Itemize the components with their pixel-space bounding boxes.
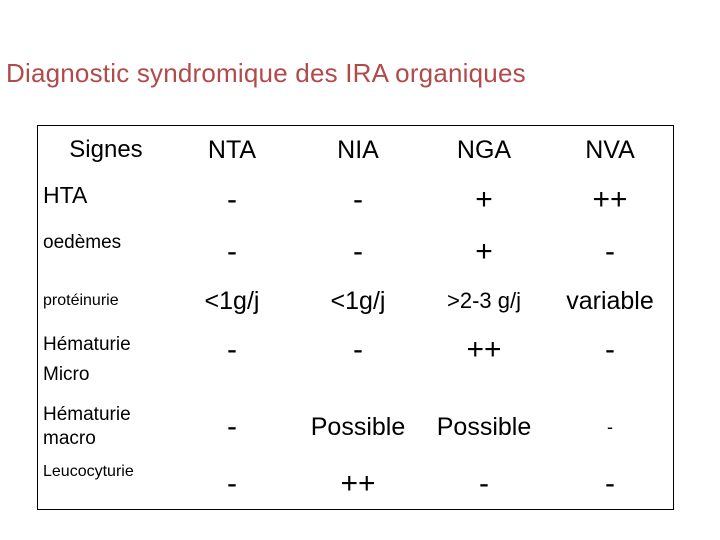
cell-value: -	[353, 183, 363, 216]
header-signes: Signes	[69, 136, 143, 163]
cell-value: -	[605, 333, 615, 366]
cell-value: <1g/j	[204, 286, 260, 315]
cell-value: -	[479, 466, 489, 500]
cell-value: -	[227, 333, 237, 366]
cell-value: -	[227, 466, 237, 500]
row-label: oedèmes	[43, 232, 122, 253]
header-nta: NTA	[207, 135, 257, 164]
cell-value: -	[605, 234, 615, 268]
cell-value: -	[605, 466, 615, 500]
cell-value: Possible	[310, 412, 406, 441]
cell-value: >2-3 g/j	[447, 288, 521, 313]
table-row	[38, 226, 674, 277]
row-label-sub: Micro	[43, 364, 90, 385]
header-nva: NVA	[585, 135, 635, 164]
table-header-row	[38, 126, 674, 175]
row-label-sub: macro	[43, 428, 96, 449]
cell-value: -	[227, 234, 237, 268]
header-nia: NIA	[337, 135, 379, 164]
row-label: Hématurie	[43, 404, 131, 425]
table-row	[38, 395, 674, 459]
cell-value: ++	[592, 183, 628, 216]
cell-value: +	[475, 234, 493, 268]
cell-value: -	[227, 183, 237, 216]
cell-value: ++	[466, 333, 502, 366]
row-label-cell	[38, 325, 170, 395]
row-label-cell	[38, 395, 170, 459]
row-label: Hématurie	[43, 334, 131, 355]
cell-value: <1g/j	[330, 286, 386, 315]
cell-value: variable	[566, 286, 654, 315]
table-row	[38, 277, 674, 325]
cell-value: -	[353, 333, 363, 366]
row-label: Leucocyturie	[43, 463, 134, 480]
table-row	[38, 325, 674, 395]
cell-value: ++	[340, 466, 376, 500]
table-row	[38, 174, 674, 226]
cell-value: -	[227, 410, 237, 443]
row-label: HTA	[43, 182, 88, 208]
header-nga: NGA	[456, 135, 512, 164]
table-row	[38, 459, 674, 509]
slide-title: Diagnostic syndromique des IRA organiques	[6, 58, 526, 88]
diagnostic-table	[37, 125, 674, 510]
cell-value: -	[353, 234, 363, 268]
row-label: protéinurie	[43, 292, 119, 309]
cell-value: Possible	[436, 412, 532, 441]
cell-value: +	[475, 183, 493, 216]
cell-value: -	[607, 416, 613, 437]
